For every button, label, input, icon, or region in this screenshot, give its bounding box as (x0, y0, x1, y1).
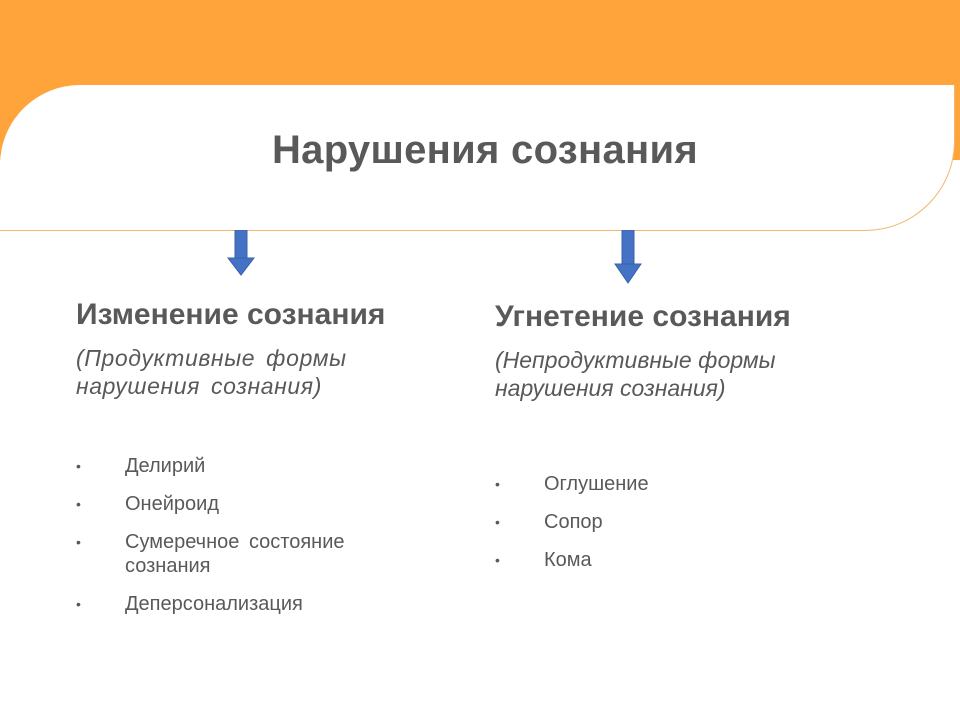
left-column (76, 296, 436, 615)
list-item: • Онейроид (76, 493, 219, 515)
right-column (495, 298, 875, 571)
right-heading: Угнетение сознания (495, 300, 791, 333)
bullet-icon: • (495, 514, 500, 530)
list-item: • Сумеречное состояние сознания (76, 531, 345, 577)
bullet-icon: • (76, 458, 81, 474)
left-list (76, 454, 425, 630)
bullet-icon: • (495, 552, 500, 568)
arrow-down-icon (614, 230, 642, 284)
list-item: • Оглушение (495, 473, 649, 495)
right-list (495, 472, 844, 586)
left-subtitle: (Продуктивные формы нарушения сознания) (76, 345, 347, 399)
left-heading: Изменение сознания (76, 298, 386, 331)
arrow-down-icon (227, 230, 255, 276)
bullet-icon: • (76, 596, 81, 612)
right-subtitle: (Непродуктивные формы нарушения сознания) (495, 347, 776, 401)
list-item: • Сопор (495, 511, 603, 533)
slide-title: Нарушения сознания (271, 128, 698, 172)
bullet-icon: • (76, 496, 81, 512)
list-item: • Деперсонализация (76, 593, 303, 615)
bullet-icon: • (495, 476, 500, 492)
list-item: • Кома (495, 549, 592, 571)
bullet-icon: • (76, 534, 81, 550)
list-item: • Делирий (76, 455, 206, 477)
